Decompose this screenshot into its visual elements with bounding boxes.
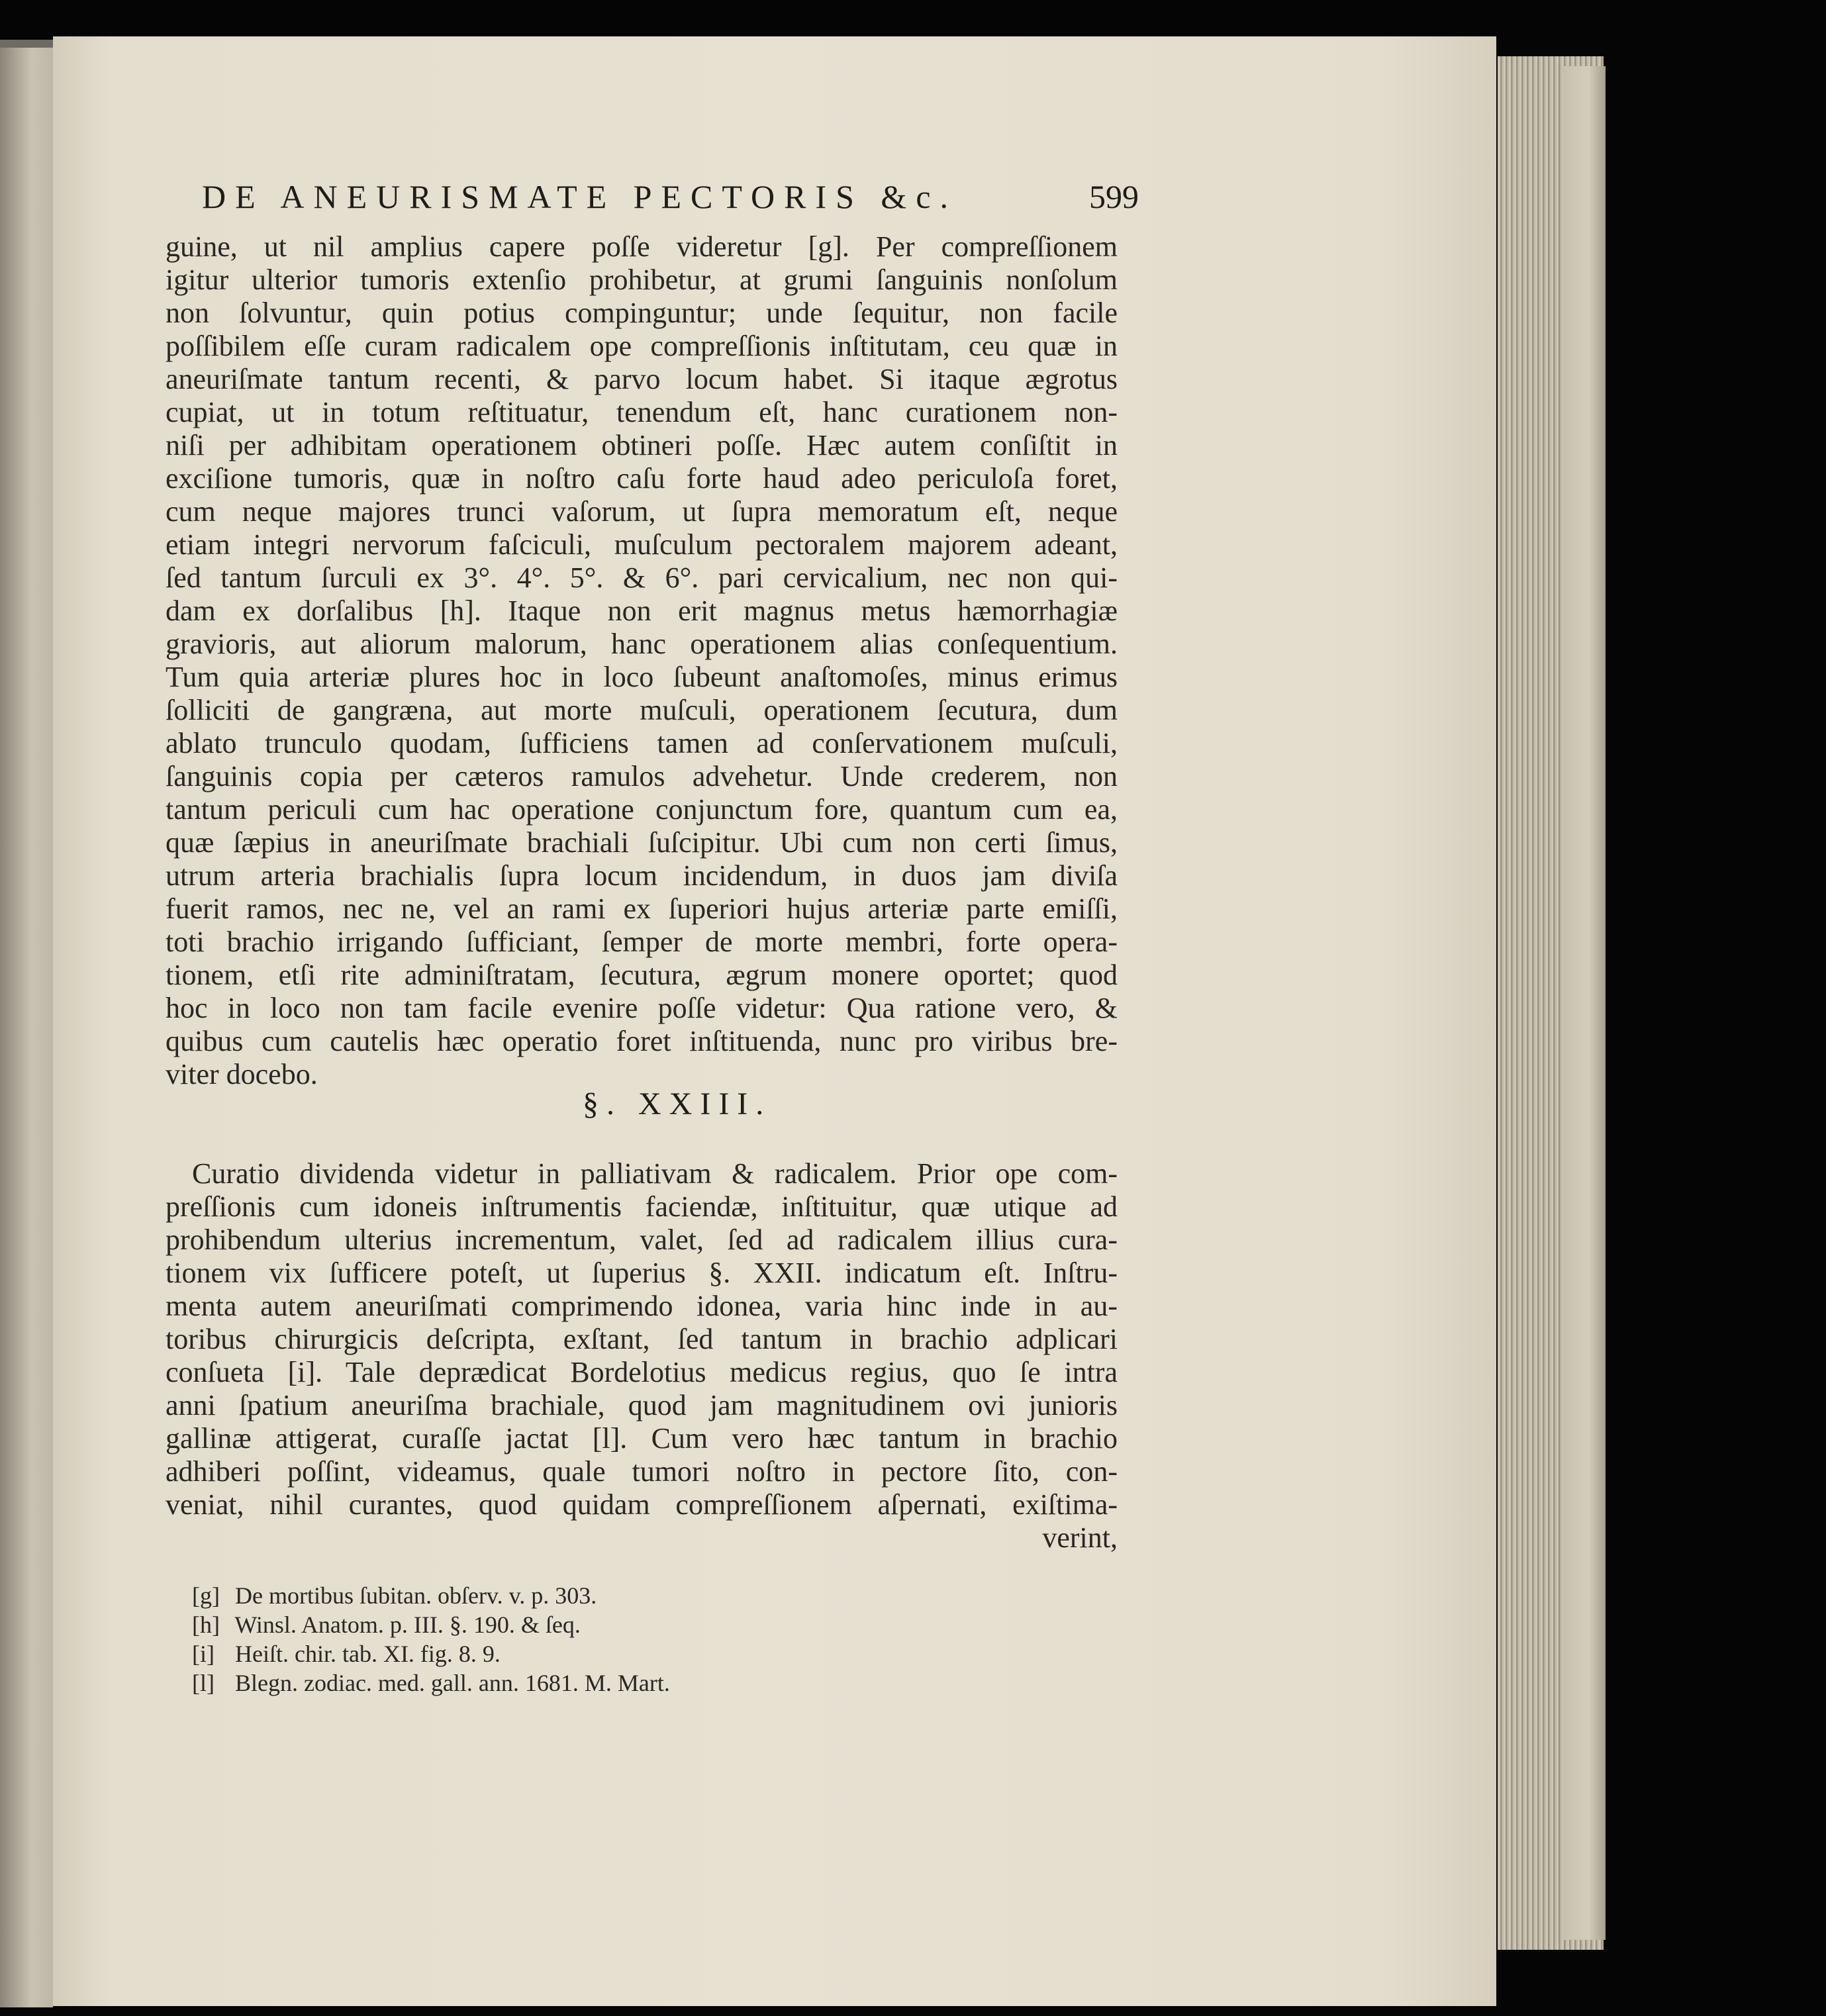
- text-line: tionem, etſi rite adminiſtratam, ſecutura, ægrum monere oportet; quod: [166, 959, 1118, 991]
- running-head: [202, 177, 1139, 216]
- footnote-text: Winsl. Anatom. p. III. §. 190. & ſeq.: [234, 1611, 581, 1638]
- text-line: poſſibilem eſſe curam radicalem ope compreſſionis inſtitutam, ceu quæ in: [166, 330, 1118, 362]
- footnote: [192, 1668, 670, 1698]
- text-line: dam ex dorſalibus [h]. Itaque non erit magnus metus hæmorrhagiæ: [166, 595, 1118, 627]
- book-fore-edge: [1562, 66, 1606, 1940]
- footnote-text: Blegn. zodiac. med. gall. ann. 1681. M. Mart.: [235, 1670, 670, 1696]
- footnote-key: [l]: [192, 1670, 215, 1696]
- text-line: anni ſpatium aneuriſma brachiale, quod jam magnitudinem ovi junioris: [166, 1389, 1118, 1421]
- text-line: gallinæ attigerat, curaſſe jactat [l]. Cum vero hæc tantum in brachio: [166, 1422, 1118, 1455]
- footnote: [192, 1639, 670, 1668]
- text-line: ſanguinis copia per cæteros ramulos advehetur. Unde crederem, non: [166, 760, 1118, 792]
- text-line: quæ ſæpius in aneuriſmate brachiali ſuſcipitur. Ubi cum non certi ſimus,: [166, 826, 1118, 859]
- text-line: hoc in loco non tam facile evenire poſſe videtur: Qua ratione vero, &: [166, 992, 1118, 1024]
- text-line: prohibendum ulterius incrementum, valet, ſed ad radicalem illius cura-: [166, 1224, 1118, 1256]
- text-line: adhiberi poſſint, videamus, quale tumori noſtro in pectore ſito, con-: [166, 1455, 1118, 1488]
- text-line: fuerit ramos, nec ne, vel an rami ex ſuperiori hujus arteriæ parte emiſſi,: [166, 892, 1118, 925]
- text-line: viter docebo.: [166, 1058, 318, 1090]
- text-line: utrum arteria brachialis ſupra locum incidendum, in duos jam diviſa: [166, 859, 1118, 892]
- text-line: menta autem aneuriſmati comprimendo idonea, varia hinc inde in au-: [166, 1290, 1118, 1322]
- text-line: conſueta [i]. Tale deprædicat Bordelotius medicus regius, quo ſe intra: [166, 1356, 1118, 1388]
- text-line: non ſolvuntur, quin potius compinguntur; unde ſequitur, non facile: [166, 297, 1118, 329]
- page-number: 599: [1089, 178, 1139, 215]
- text-line: ſolliciti de gangræna, aut morte muſculi, operationem ſecutura, dum: [166, 694, 1118, 726]
- footnote-key: [i]: [192, 1641, 215, 1667]
- text-line: guine, ut nil amplius capere poſſe videretur [g]. Per compreſſionem: [166, 230, 1118, 263]
- catchword: verint,: [1042, 1521, 1118, 1554]
- footnote-text: Heiſt. chir. tab. XI. fig. 8. 9.: [235, 1641, 501, 1667]
- text-line: preſſionis cum idoneis inſtrumentis faciendæ, inſtituitur, quæ utique ad: [166, 1190, 1118, 1223]
- footnote-key: [h]: [192, 1611, 220, 1638]
- text-line: Curatio dividenda videtur in palliativam & radicalem. Prior ope com-: [192, 1157, 1118, 1190]
- text-line: toribus chirurgicis deſcripta, exſtant, ſed tantum in brachio adplicari: [166, 1323, 1118, 1355]
- text-line: toti brachio irrigando ſufficiant, ſemper de morte membri, forte opera-: [166, 926, 1118, 958]
- text-line: niſi per adhibitam operationem obtineri poſſe. Hæc autem conſiſtit in: [166, 429, 1118, 461]
- text-line: veniat, nihil curantes, quod quidam compreſſionem aſpernati, exiſtima-: [166, 1488, 1118, 1521]
- running-head-title: DE ANEURISMATE PECTORIS &c.: [202, 178, 958, 215]
- footnote-text: De mortibus ſubitan. obſerv. v. p. 303.: [235, 1582, 597, 1609]
- text-line: ſed tantum ſurculi ex 3°. 4°. 5°. & 6°. pari cervicalium, nec non qui-: [166, 561, 1118, 594]
- text-line: cupiat, ut in totum reſtituatur, tenendum eſt, hanc curationem non-: [166, 396, 1118, 428]
- footnote: [192, 1610, 670, 1639]
- text-line: gravioris, aut aliorum malorum, hanc operationem alias conſequentium.: [166, 628, 1118, 660]
- footnote: [192, 1581, 670, 1610]
- left-page-strip: [0, 48, 53, 2007]
- section-heading: §. XXIII.: [583, 1086, 772, 1122]
- text-line: Tum quia arteriæ plures hoc in loco ſubeunt anaſtomoſes, minus erimus: [166, 661, 1118, 693]
- text-line: ablato trunculo quodam, ſufficiens tamen ad conſervationem muſculi,: [166, 727, 1118, 759]
- text-line: etiam integri nervorum faſciculi, muſculum pectoralem majorem adeant,: [166, 528, 1118, 561]
- footnote-key: [g]: [192, 1582, 220, 1609]
- text-line: tionem vix ſufficere poteſt, ut ſuperius §. XXII. indicatum eſt. Inſtru-: [166, 1257, 1118, 1289]
- text-line: tantum periculi cum hac operatione conjunctum fore, quantum cum ea,: [166, 793, 1118, 826]
- text-line: igitur ulterior tumoris extenſio prohibetur, at grumi ſanguinis nonſolum: [166, 264, 1118, 296]
- text-line: quibus cum cautelis hæc operatio foret inſtituenda, nunc pro viribus bre-: [166, 1025, 1118, 1057]
- footnotes: [192, 1581, 670, 1698]
- text-line: aneuriſmate tantum recenti, & parvo locum habet. Si itaque ægrotus: [166, 363, 1118, 395]
- text-line: cum neque majores trunci vaſorum, ut ſupra memoratum eſt, neque: [166, 495, 1118, 528]
- text-line: exciſione tumoris, quæ in noſtro caſu forte haud adeo periculoſa foret,: [166, 462, 1118, 495]
